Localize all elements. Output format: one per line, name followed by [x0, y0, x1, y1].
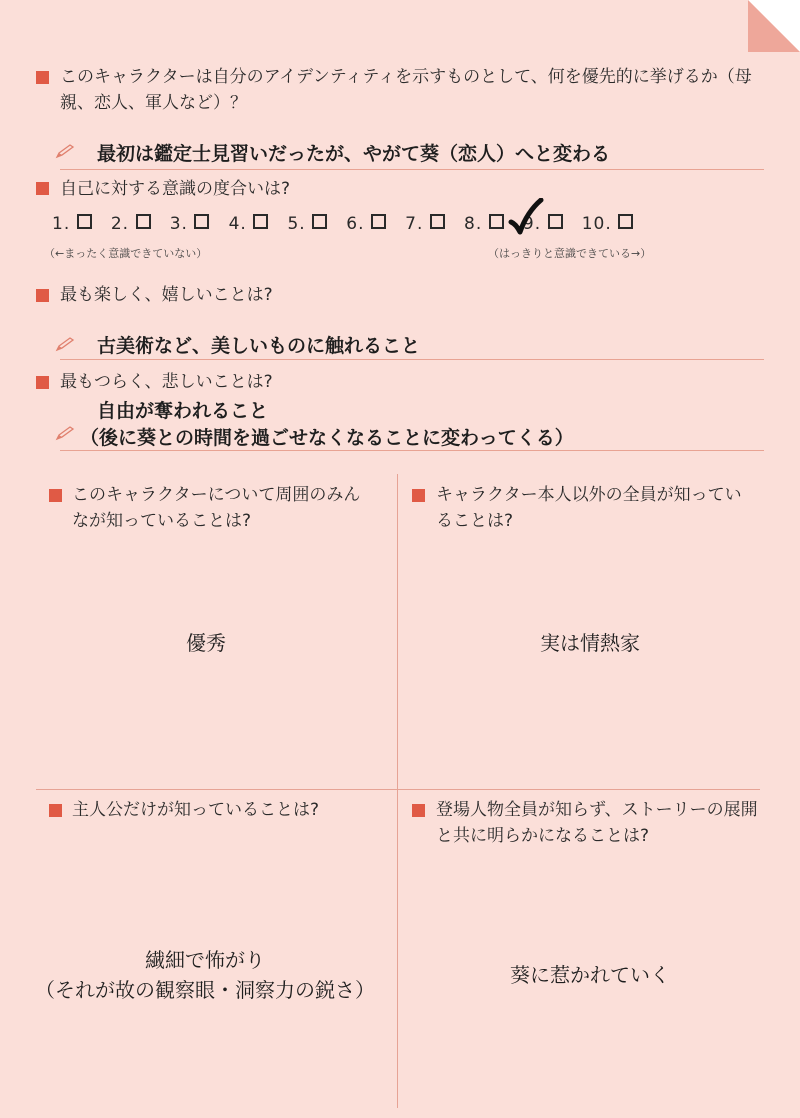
- checkbox-icon[interactable]: [136, 214, 151, 229]
- square-bullet-icon: [412, 489, 425, 502]
- square-bullet-icon: [49, 804, 62, 817]
- checkbox-icon[interactable]: [253, 214, 268, 229]
- scale-option-8[interactable]: 8.: [464, 214, 504, 234]
- page-corner-fold: [748, 0, 800, 52]
- square-bullet-icon: [36, 71, 49, 84]
- answer-underline: [60, 450, 764, 451]
- answer-happiest: 古美術など、美しいものに触れること: [97, 335, 421, 357]
- answer-identity: 最初は鑑定士見習いだったが、やがて葵（恋人）へと変わる: [97, 143, 611, 165]
- answer-known-by-all: 優秀: [186, 631, 226, 655]
- scale-option-5[interactable]: 5.: [287, 214, 327, 234]
- scale-option-1[interactable]: 1.: [52, 214, 92, 234]
- answer-underline: [60, 169, 764, 170]
- question-identity: このキャラクターは自分のアイデンティティを示すものとして、何を優先的に挙げるか（母親、恋人、軍人など）？: [60, 67, 752, 113]
- checkmark-icon: [505, 198, 545, 238]
- pencil-icon: [55, 425, 75, 441]
- grid-vertical-divider: [397, 474, 398, 1108]
- grid-horizontal-divider: [36, 789, 760, 790]
- square-bullet-icon: [36, 289, 49, 302]
- pencil-icon: [55, 143, 75, 159]
- square-bullet-icon: [36, 376, 49, 389]
- answer-saddest-line2: （後に葵との時間を過ごせなくなることに変わってくる）: [80, 427, 574, 449]
- answer-known-by-protagonist-line2: （それが故の観察眼・洞察力の鋭さ）: [35, 978, 375, 1002]
- checkbox-icon[interactable]: [548, 214, 563, 229]
- pencil-icon: [55, 336, 75, 352]
- question-known-by-all: このキャラクターについて周囲のみんなが知っていることは?: [72, 485, 361, 531]
- scale-option-9[interactable]: 9.: [523, 214, 563, 234]
- awareness-scale: [52, 214, 633, 234]
- checkbox-icon[interactable]: [77, 214, 92, 229]
- scale-option-10[interactable]: 10.: [582, 214, 633, 234]
- square-bullet-icon: [49, 489, 62, 502]
- question-unknown-to-all: 登場人物全員が知らず、ストーリーの展開と共に明らかになることは?: [436, 800, 758, 846]
- answer-underline: [60, 359, 764, 360]
- scale-option-6[interactable]: 6.: [346, 214, 386, 234]
- answer-known-by-protagonist-line1: 繊細で怖がり: [145, 948, 265, 972]
- square-bullet-icon: [36, 182, 49, 195]
- scale-left-caption: （←まったく意識できていない）: [44, 247, 208, 260]
- checkbox-icon[interactable]: [430, 214, 445, 229]
- question-known-by-protagonist: 主人公だけが知っていることは?: [72, 800, 320, 820]
- checkbox-icon[interactable]: [194, 214, 209, 229]
- question-saddest: 最もつらく、悲しいことは?: [60, 372, 273, 392]
- checkbox-icon[interactable]: [371, 214, 386, 229]
- scale-right-caption: （はっきりと意識できている→）: [488, 247, 652, 260]
- checkbox-icon[interactable]: [618, 214, 633, 229]
- square-bullet-icon: [412, 804, 425, 817]
- question-self-awareness: 自己に対する意識の度合いは?: [60, 179, 291, 199]
- checkbox-icon[interactable]: [489, 214, 504, 229]
- scale-option-2[interactable]: 2.: [111, 214, 151, 234]
- checkbox-icon[interactable]: [312, 214, 327, 229]
- answer-saddest-line1: 自由が奪われること: [97, 400, 269, 422]
- question-happiest: 最も楽しく、嬉しいことは?: [60, 285, 273, 305]
- scale-option-4[interactable]: 4.: [229, 214, 269, 234]
- answer-known-except-self: 実は情熱家: [540, 631, 640, 655]
- answer-unknown-to-all: 葵に惹かれていく: [510, 963, 670, 987]
- scale-option-3[interactable]: 3.: [170, 214, 210, 234]
- scale-option-7[interactable]: 7.: [405, 214, 445, 234]
- question-known-except-self: キャラクター本人以外の全員が知っていることは?: [436, 485, 742, 531]
